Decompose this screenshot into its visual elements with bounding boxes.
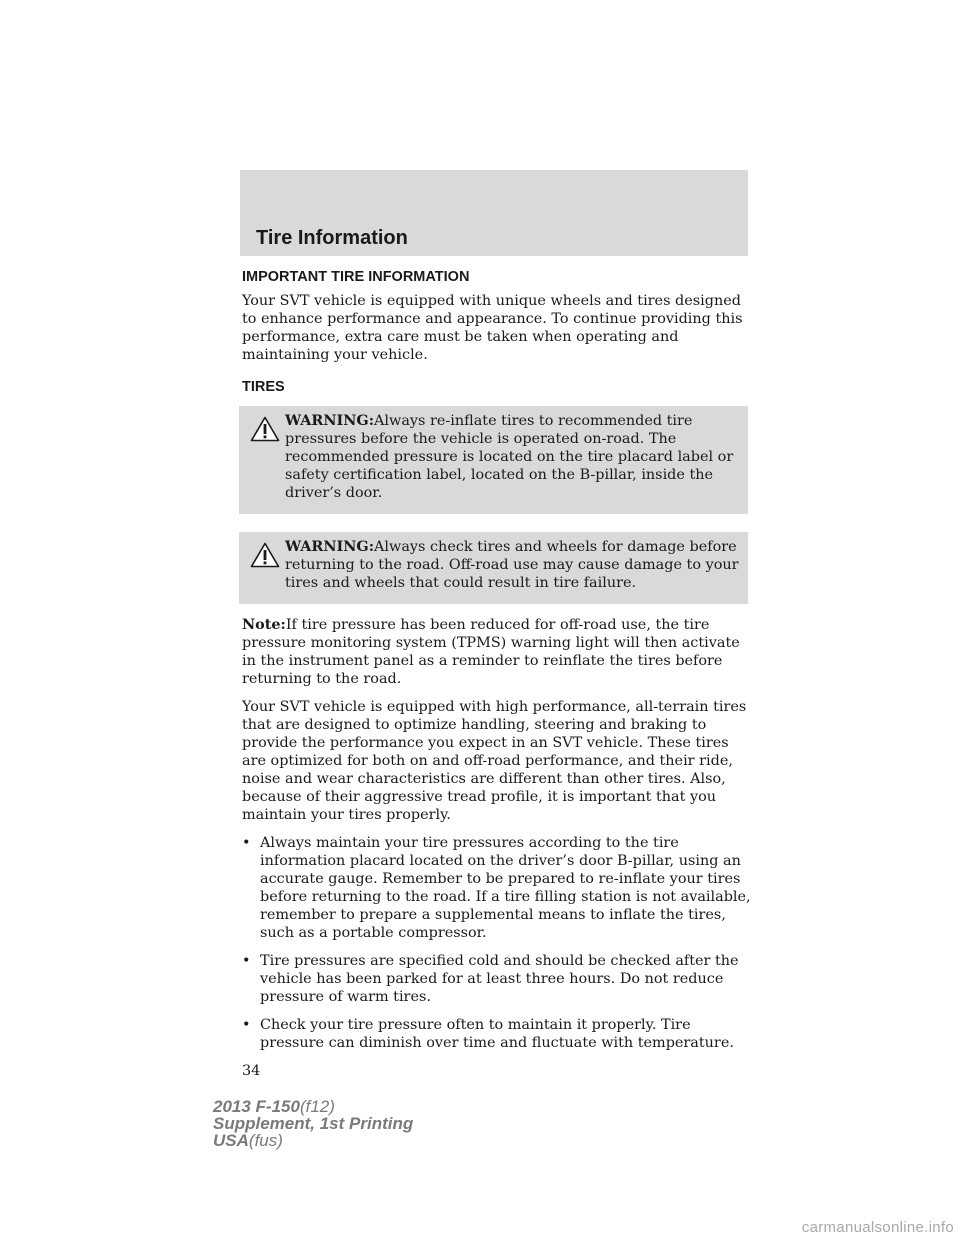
section-heading-important: IMPORTANT TIRE INFORMATION (242, 269, 470, 285)
footer-region-code: (fus) (248, 1131, 283, 1150)
note-paragraph (242, 616, 752, 688)
footer-printing: Supplement, 1st Printing (213, 1114, 414, 1133)
warning-label: WARNING: (285, 412, 375, 429)
print-footer (213, 1098, 413, 1149)
warning-text: returning to the road. Off-road use may cause damage to your tires and wheels that could result in tire failure. (285, 557, 739, 591)
footer-model-code: (f12) (299, 1097, 335, 1116)
watermark: carmanualsonline.info (801, 1219, 954, 1236)
warning-text: pressures before the vehicle is operated on-road. The recommended pressure is located on the tire placard label or safety certification label, located on the B-pillar, inside the driver’s door. (285, 431, 734, 501)
page-content (242, 268, 752, 1080)
footer-region: USA (213, 1131, 249, 1150)
bullet-icon: • (242, 953, 251, 969)
list-item (242, 1016, 752, 1052)
page-number: 34 (242, 1063, 261, 1079)
list-item-text: Check your tire pressure often to maintain it properly. Tire pressure can diminish over time and fluctuate with temperature. (260, 1017, 734, 1051)
footer-model: 2013 F-150 (213, 1097, 300, 1116)
note-text: If tire pressure has been reduced for off-road use, the tire pressure monitoring system (TPMS) warning light will then activate in the instrument panel as a reminder to reinflate the tires before returning to the road. (242, 617, 740, 687)
section-heading-tires: TIRES (242, 379, 285, 395)
list-item (242, 952, 752, 1006)
bullet-icon: • (242, 1017, 251, 1033)
list-item (242, 834, 752, 942)
note-label: Note: (242, 616, 286, 633)
warning-triangle-icon (250, 416, 280, 442)
warning-box (239, 532, 748, 604)
intro-paragraph: Your SVT vehicle is equipped with unique wheels and tires designed to enhance performance and appearance. To continue providing this performance, extra care must be taken when operating and maintaining your vehicle. (242, 293, 743, 363)
bullet-list (242, 834, 752, 1052)
warning-triangle-icon (250, 542, 280, 568)
chapter-header (240, 170, 748, 256)
warning-box (239, 406, 748, 514)
list-item-text: Always maintain your tire pressures according to the tire information placard located on the driver’s door B-pillar, using an accurate gauge. Remember to be prepared to re-inflate your tires before returning to the road. If a tire filling station is not available, remember to prepare a supplemental means to inflate the tires, such as a portable compressor. (260, 835, 751, 941)
warning-text-first-line: Always re-inflate tires to recommended tire (374, 413, 693, 429)
warning-label: WARNING: (285, 538, 375, 555)
tires-paragraph: Your SVT vehicle is equipped with high performance, all-terrain tires that are designed to optimize handling, steering and braking to provide the performance you expect in an SVT vehicle. These tires are optimized for both on and off-road performance, and their ride, noise and wear characteristics are different than other tires. Also, because of their aggressive tread profile, it is important that you maintain your tires properly. (242, 699, 747, 823)
chapter-title: Tire Information (256, 227, 408, 249)
warning-text-first-line: Always check tires and wheels for damage before (374, 539, 737, 555)
bullet-icon: • (242, 835, 251, 851)
list-item-text: Tire pressures are specified cold and should be checked after the vehicle has been parked for at least three hours. Do not reduce pressure of warm tires. (260, 953, 739, 1005)
